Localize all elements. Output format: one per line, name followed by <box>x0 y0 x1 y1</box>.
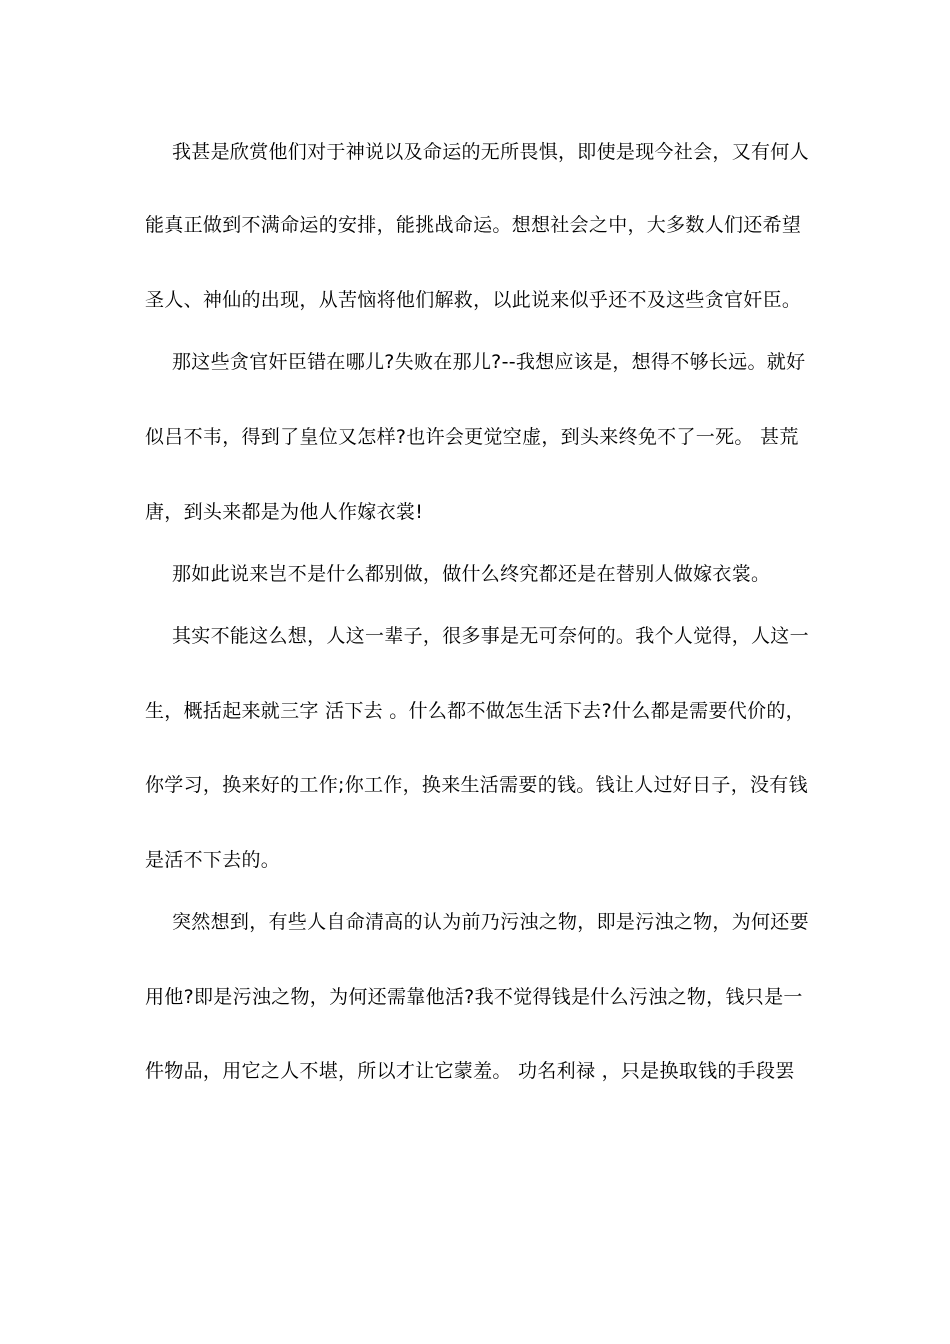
paragraph-line-12: 突然想到，有些人自命清高的认为前乃污浊之物，即是污浊之物，为何还要 <box>172 911 809 933</box>
paragraph-line-9: 生，概括起来就三字 活下去 。什么都不做怎生活下去?什么都是需要代价的， <box>145 700 805 722</box>
paragraph-line-2: 能真正做到不满命运的安排，能挑战命运。想想社会之中，大多数人们还希望 <box>145 214 802 236</box>
paragraph-line-8: 其实不能这么想，人这一辈子，很多事是无可奈何的。我个人觉得，人这一 <box>172 625 809 647</box>
paragraph-line-10: 你学习，换来好的工作;你工作，换来生活需要的钱。钱让人过好日子，没有钱 <box>145 774 808 796</box>
paragraph-line-11: 是活不下去的。 <box>145 849 281 871</box>
paragraph-line-7: 那如此说来岂不是什么都别做，做什么终究都还是在替别人做嫁衣裳。 <box>172 563 771 585</box>
paragraph-line-13: 用他?即是污浊之物，为何还需靠他活?我不觉得钱是什么污浊之物，钱只是一 <box>145 986 803 1008</box>
paragraph-line-6: 唐，到头来都是为他人作嫁衣裳! <box>145 501 424 523</box>
paragraph-line-1: 我甚是欣赏他们对于神说以及命运的无所畏惧，即使是现今社会，又有何人 <box>172 141 809 163</box>
paragraph-line-3: 圣人、神仙的出现，从苦恼将他们解救，以此说来似乎还不及这些贪官奸臣。 <box>145 289 802 311</box>
paragraph-line-14: 件物品，用它之人不堪，所以才让它蒙羞。 功名利禄 ，只是换取钱的手段罢 <box>145 1060 795 1082</box>
paragraph-line-4: 那这些贪官奸臣错在哪儿?失败在那儿?--我想应该是，想得不够长远。就好 <box>172 351 806 373</box>
paragraph-line-5: 似吕不韦，得到了皇位又怎样?也许会更觉空虚，到头来终免不了一死。 甚荒 <box>145 426 799 448</box>
